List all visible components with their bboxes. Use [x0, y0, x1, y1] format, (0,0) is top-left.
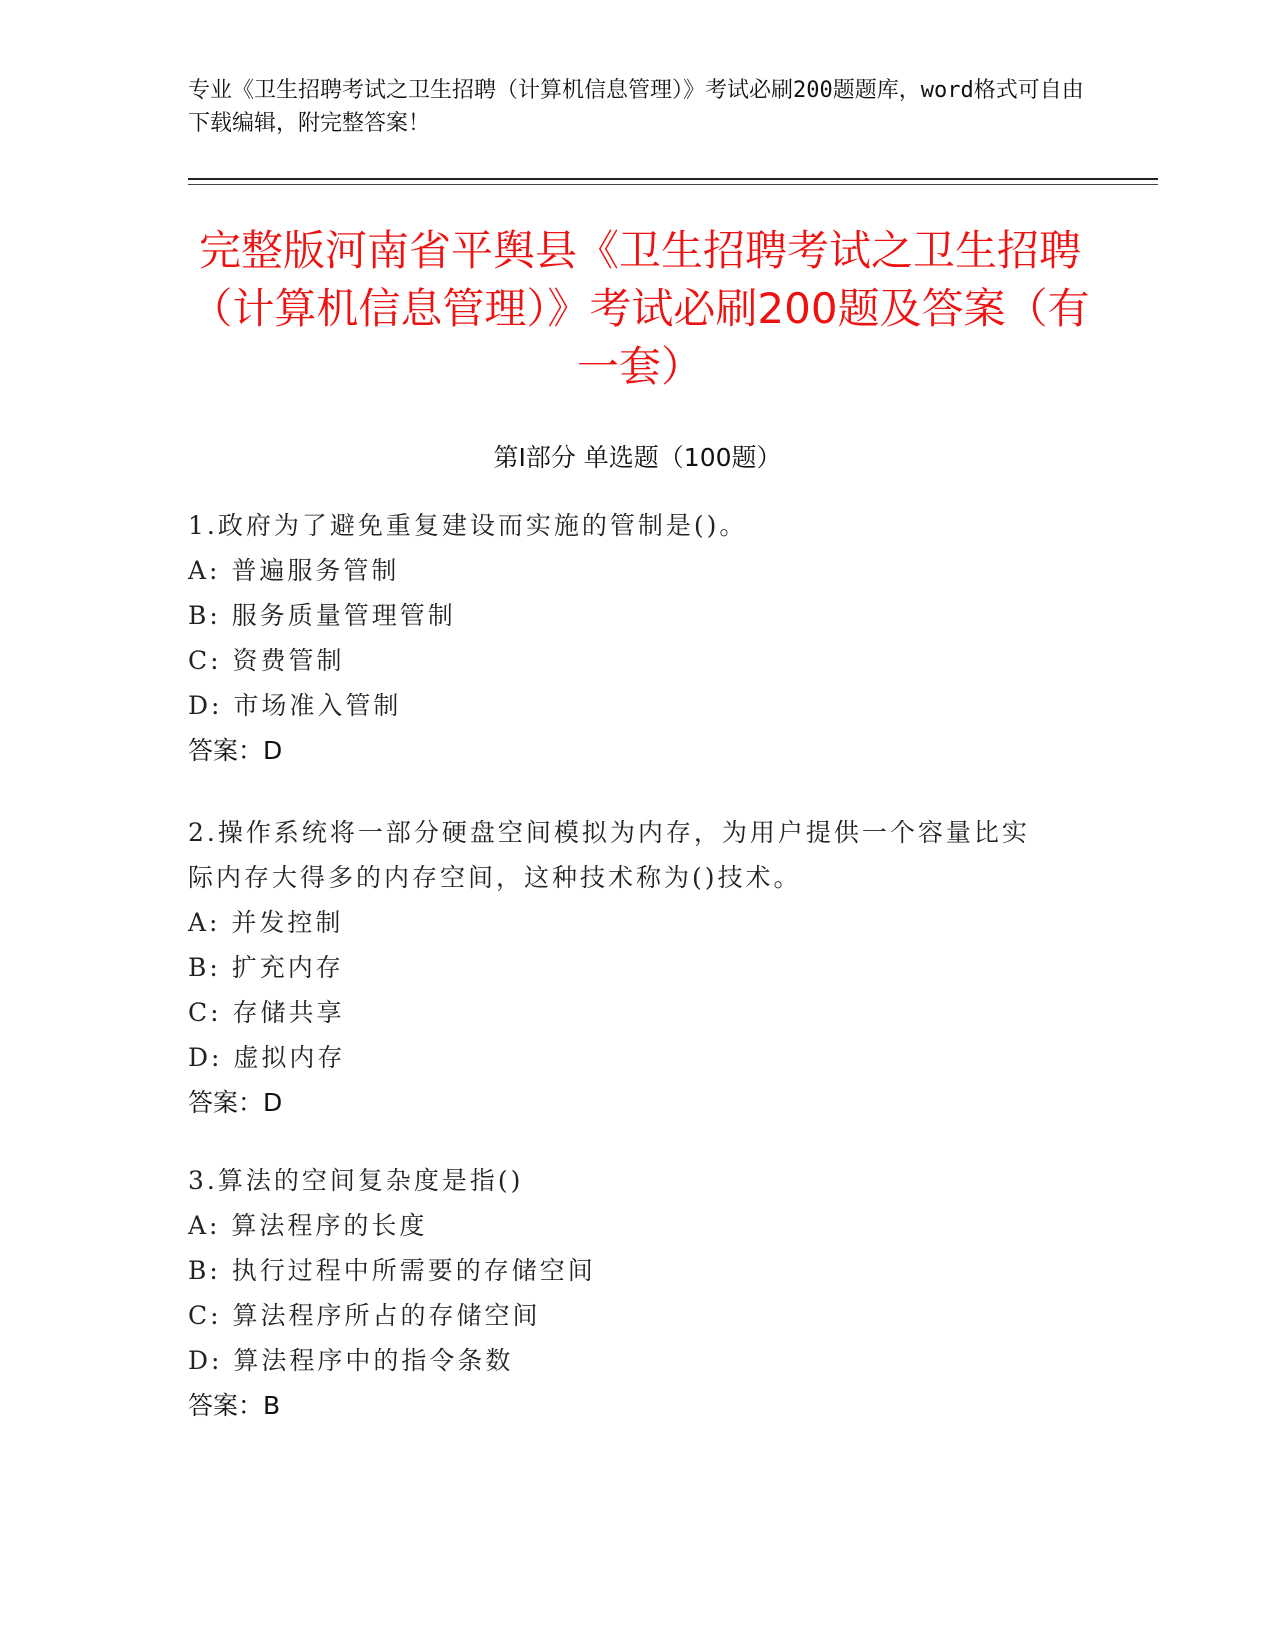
- option-b: B: 执行过程中所需要的存储空间: [188, 1256, 596, 1285]
- option-d: D: 虚拟内存: [188, 1043, 346, 1072]
- option-c: C: 算法程序所占的存储空间: [188, 1301, 541, 1330]
- question-text: 3.算法的空间复杂度是指(): [188, 1166, 524, 1195]
- option-d: D: 市场准入管制: [188, 691, 402, 720]
- option-b: B: 扩充内存: [188, 953, 344, 982]
- option-a: A: 普遍服务管制: [188, 556, 400, 585]
- question-text: 2.操作系统将一部分硬盘空间模拟为内存，为用户提供一个容量比实际内存大得多的内存空间，这种技术称为()技术。: [188, 818, 1030, 892]
- answer: 答案：D: [188, 1088, 283, 1117]
- question-3: [188, 1158, 1088, 1428]
- option-c: C: 资费管制: [188, 646, 345, 675]
- header-note: 专业《卫生招聘考试之卫生招聘（计算机信息管理）》考试必刷200题题库，word格式可自由下载编辑，附完整答案！: [188, 78, 1084, 136]
- header-divider-thin: [188, 184, 1158, 185]
- question-text: 1.政府为了避免重复建设而实施的管制是()。: [188, 511, 748, 540]
- option-d: D: 算法程序中的指令条数: [188, 1346, 514, 1375]
- question-1: [188, 503, 1088, 773]
- answer: 答案：B: [188, 1391, 281, 1420]
- header-divider-thick: [188, 178, 1158, 180]
- option-a: A: 并发控制: [188, 908, 344, 937]
- answer: 答案：D: [188, 736, 283, 765]
- section-title: 第Ⅰ部分 单选题（100题）: [493, 443, 782, 472]
- document-title: 完整版河南省平舆县《卫生招聘考试之卫生招聘（计算机信息管理）》考试必刷200题及答案（有一套）: [190, 226, 1090, 391]
- option-c: C: 存储共享: [188, 998, 345, 1027]
- option-a: A: 算法程序的长度: [188, 1211, 428, 1240]
- question-2: [188, 810, 1038, 1125]
- option-b: B: 服务质量管理管制: [188, 601, 456, 630]
